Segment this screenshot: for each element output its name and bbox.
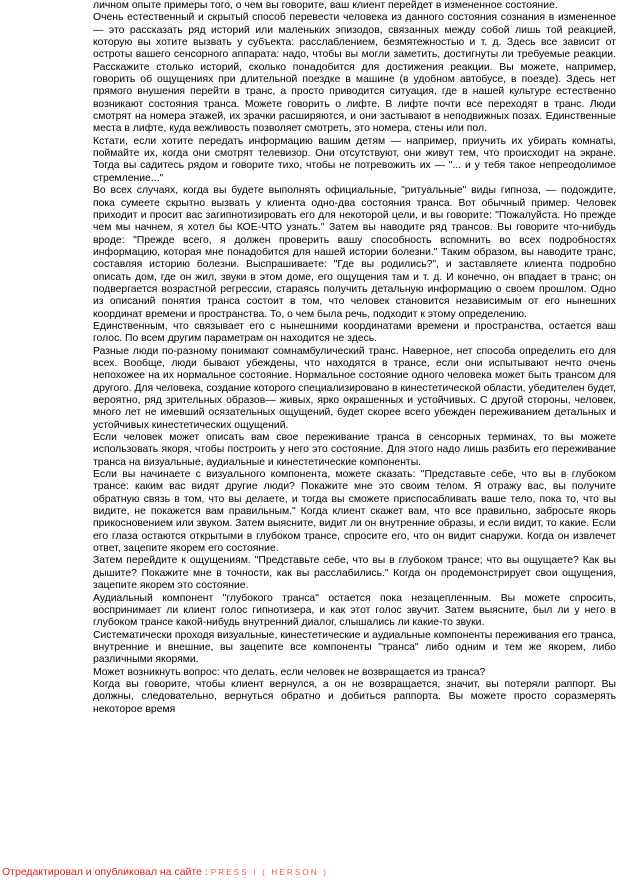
footer-credit (2, 866, 328, 879)
paragraph-1: личном опыте примеры того, о чем вы говорите, ваш клиент перейдет в измененное состояние. (93, 0, 558, 11)
paragraph-2: Очень естественный и скрытый способ перевести человека из данного состояния сознания в измененное — это рассказать ряд историй или маленьких эпизодов, связанных между собой лишь той реакцией, которую вы хотите вызвать у субъекта: расслаблением, безмятежностью и т. д. Здесь все зависит от остроты вашего сенсорного аппарата: надо, чтобы вы могли заметить, достигнуты ли требуемые реакции. Расскажите столько историй, сколько понадобится для достижения реакции. Вы можете, например, говорить об ощущениях при длительной поездке в машине (в удобном автобусе, в поезде). Здесь нет прямого внушения перейти в транс, а просто приводится ситуация, где в нашей культуре естественно возникают состояния транса. Можете говорить о лифте. В лифте почти все переходят в транс. Люди смотрят на номера этажей, их зрачки расширяются, и они застывают в неподвижных позах. Единственные места в лифте, куда вежливость позволяет смотреть, это номера, стены или пол. (93, 12, 616, 135)
paragraph-7: Если человек может описать вам свое переживание транса в сенсорных терминах, то вы можете использовать якоря, чтобы построить у него это состояние. Для этого надо лишь разбить его переживание транса на визуальные, аудиальные и кинестетические компоненты. (93, 432, 616, 468)
paragraph-9: Затем перейдите к ощущениям. "Представьте себе, что вы в глубоком трансе; что вы ощущаете? Как вы дышите? Покажите мне в точности, как вы расслабились." Когда он продемонстрирует свои ощущения, зацепите якорем это состояние. (93, 555, 616, 592)
footer-credit-text: Отредактировал и опубликовал на сайте (2, 866, 202, 878)
paragraph-6: Разные люди по-разному понимают сомнамбулический транс. Наверное, нет способа определить его для всех. Вообще, люди бывают убеждены, что находятся в трансе, если они испытывают нечто очень непохожее на их нормальное состояние. Нормальное состояние одного человека может быть трансом для другого. Для человека, создание которого специализировано в кинестетической области, убедителен будет, вероятно, ряд зрительных образов— живых, ярко окрашенных и устойчивых. С другой стороны, человек, много лет не имевший осязательных ощущений, будет скорее всего убежден переживанием детальных и устойчивых кинестетических ощущений. (93, 345, 616, 431)
footer-site-name[interactable]: PRESS I ( HERSON ) (210, 868, 329, 877)
paragraph-4: Во всех случаях, когда вы будете выполнять официальные, "ритуальные" виды гипноза, — подождите, пока сумеете скрытно вызвать у клиента одно-два состояния транса. Вот обычный пример. Человек приходит и просит вас загипнотизировать его для некоторой цели, и вы говорите: "Пожалуйста. Но прежде чем мы начнем, я хотел бы КОЕ-ЧТО узнать." Затем вы наводите ряд трансов. Вы говорите что-нибудь вроде: "Прежде всего, я должен проверить вашу способность вспомнить во всех подробностях информацию, которая мне понадобится для нашей истории болезни." Таким образом, вы наводите транс, составляя историю болезни. Выспрашиваете: "Где вы родились?", и заставляете клиента подробно описать дом, где он жил, звуки в этом доме, его ощущения там и т. д. И конечно, он впадает в транс; он подвергается возрастной регрессии, стараясь получить детальную информацию о своем прошлом. Одно из описаний понятия транса состоит в том, что человек становится независимым от его нынешних координат времени и пространства. То, о чем была речь, подходит к этому определению. (93, 185, 616, 320)
paragraph-5: Единственным, что связывает его с нынешними координатами времени и пространства, остается ваш голос. По всем другим параметрам он находится не здесь. (93, 320, 616, 345)
document-body (93, 0, 616, 716)
paragraph-12: Может возникнуть вопрос: что делать, если человек не возвращается из транса? (93, 666, 486, 678)
paragraph-10: Аудиальный компонент "глубокого транса" остается пока незацепленным. Вы можете спросить, воспринимает ли клиент голос гипнотизера, и как этот голос звучит. Затем выясните, был ли у него в глубоком трансе какой-нибудь внутренний диалог, слышались ли какие-то звуки. (93, 592, 616, 629)
paragraph-13: Когда вы говорите, чтобы клиент вернулся, а он не возвращается, значит, вы потеряли раппорт. Вы должны, следовательно, вернуться обратно и добиться раппорта. Вы можете просто соразмерять некоторое время (93, 678, 616, 715)
paragraph-3: Кстати, если хотите передать информацию вашим детям — например, приучить их убирать комнаты, поймайте их, когда они смотрят телевизор. Они отсутствуют, они живут тем, что происходит на экране. Тогда вы садитесь рядом и говорите тихо, чтобы не потревожить их — "... и у тебя такое непреодолимое стремление..." (93, 135, 616, 184)
paragraph-8: Если вы начинаете с визуального компонента, можете сказать: "Представьте себе, что вы в глубоком трансе: каким вас видят другие люди? Покажите мне это своим телом. Я отражу вас, вы получите обратную связь в том, что вы делаете, и тогда вы сможете приспосабливать ваше тело, пока то, что вы видите, не покажется вам правильным." Когда клиент скажет вам, что все правильно, забросьте якорь прикосновением или звуком. Затем выясните, видит ли он внутренние образы, и если видит, то какие. Если его глаза остаются открытыми в глубоком трансе, спросите его, что он видит снаружи. Когда он извлечет ответ, зацепите якорем его состояние. (93, 469, 616, 555)
paragraph-11: Систематически проходя визуальные, кинестетические и аудиальные компоненты переживания его транса, внутренние и внешние, вы зацепите все компоненты "транса" либо одним и тем же якорем, либо различными якорями. (93, 629, 616, 666)
footer-separator: : (204, 866, 208, 878)
